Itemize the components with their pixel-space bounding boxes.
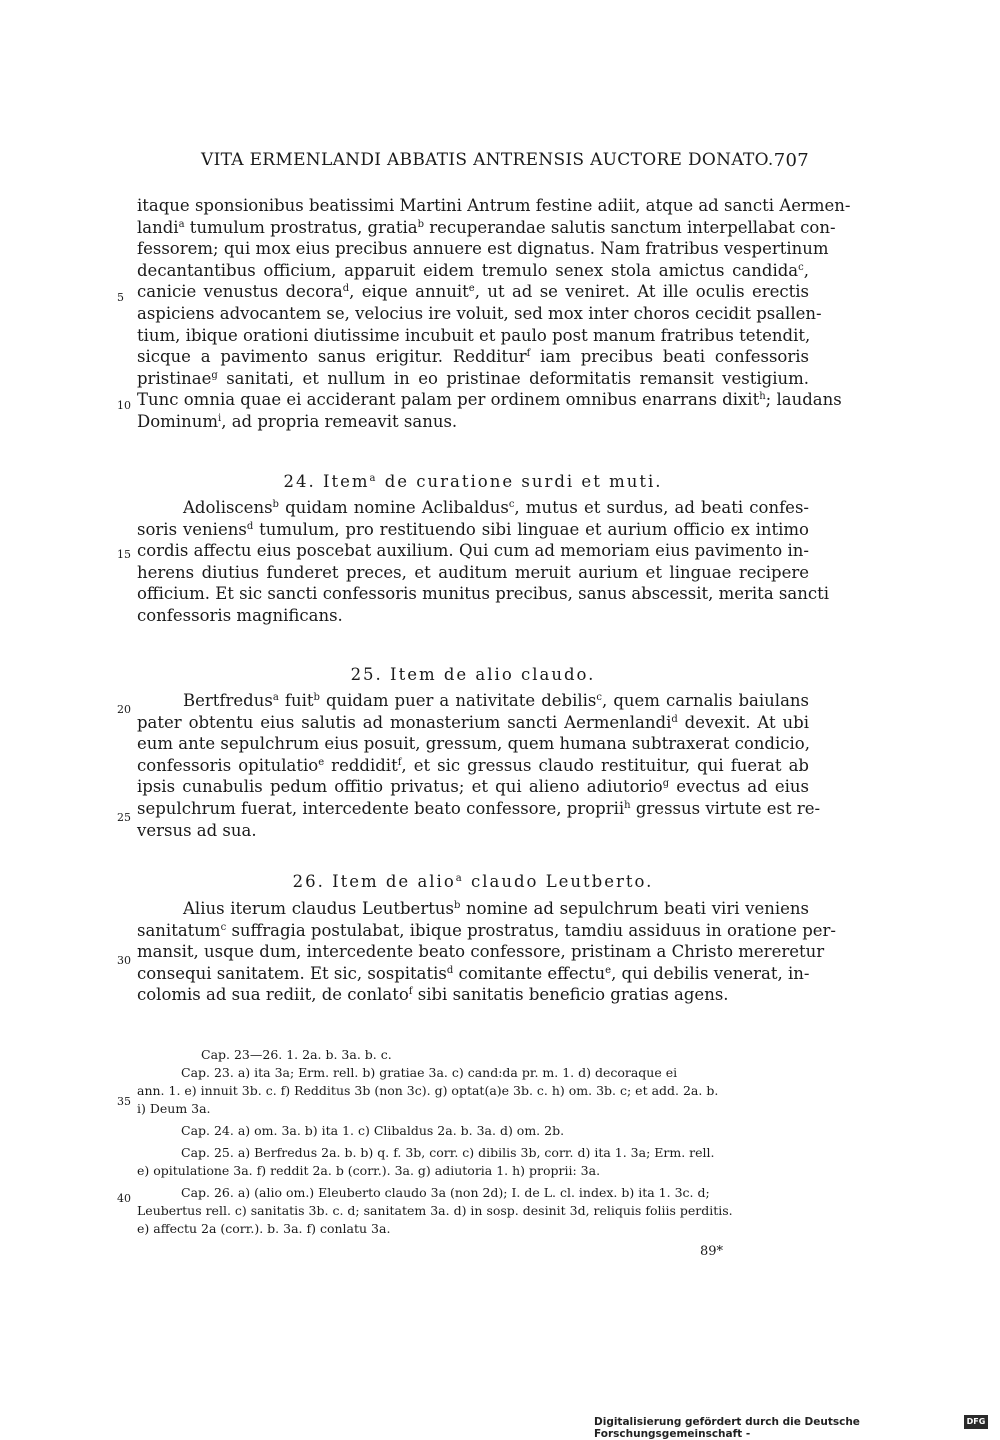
footnote-marker: c xyxy=(220,921,227,933)
footer-text: Digitalisierung gefördert durch die Deutsche Forschungsgemeinschaft - xyxy=(594,1416,860,1440)
text-run: tumulum, pro restituendo sibi linguae et aurium officio ex intimo xyxy=(253,519,809,539)
note-line: ann. 1. e) innuit 3b. c. f) Redditus 3b (non 3c). g) optat(a)e 3b. c. h) om. 3b. c; et add. 2a. b. xyxy=(137,1083,719,1098)
note-line: Leubertus rell. c) sanitatis 3b. c. d; sanitatem 3a. d) in sosp. desinit 3d, reliquis foliis perditis. xyxy=(137,1203,733,1218)
note-line: Cap. 23—26. 1. 2a. b. 3a. b. c. xyxy=(201,1047,392,1062)
text-run: claudo Leutberto. xyxy=(463,872,654,891)
text-line xyxy=(137,776,809,798)
text-line xyxy=(137,325,809,347)
footnote-marker: a xyxy=(272,692,279,703)
line-number: 20 xyxy=(117,703,131,716)
text-run: sicque a pavimento sanus erigitur. Redditur xyxy=(137,347,527,367)
running-title: VITA ERMENLANDI ABBATIS ANTRENSIS AUCTORE DONATO. xyxy=(201,150,774,170)
text-run: , et sic gressus claudo restituitur, qui fuerat ab xyxy=(401,755,809,775)
line-number: 40 xyxy=(117,1192,131,1205)
text-run: sanitatum xyxy=(137,920,221,940)
line-number: 30 xyxy=(117,954,131,967)
footnote-marker: e xyxy=(605,964,612,976)
line-number: 25 xyxy=(117,811,131,824)
paragraph-cap-23 xyxy=(137,195,851,433)
text-run: recuperandae salutis sanctum interpellabat con- xyxy=(424,217,836,237)
footnote-marker: b xyxy=(417,218,424,230)
note-line: Cap. 24. a) om. 3a. b) ita 1. c) Clibaldus 2a. b. 3a. d) om. 2b. xyxy=(181,1123,565,1138)
text-line xyxy=(137,195,851,217)
text-run: devexit. At ubi xyxy=(677,712,810,732)
footnote-marker: a xyxy=(369,473,378,484)
text-line xyxy=(137,583,829,605)
footnote-marker: d xyxy=(342,283,350,295)
text-run: de curatione surdi et muti. xyxy=(377,472,663,491)
paragraph-cap-25 xyxy=(137,690,821,841)
footnote-marker: a xyxy=(455,873,464,884)
text-run: , quem carnalis baiulans xyxy=(602,691,809,710)
text-run: , ad propria remeavit sanus. xyxy=(221,411,458,431)
text-run: 24. Item xyxy=(283,472,370,491)
note-line: Cap. 25. a) Berfredus 2a. b. b) q. f. 3b, corr. c) dibilis 3b, corr. d) ita 1. 3a; Erm. rell. xyxy=(181,1145,715,1160)
text-run: consequi sanitatem. Et sic, sospitatis xyxy=(137,963,447,983)
text-run: 25. Item de alio claudo. xyxy=(350,665,596,684)
running-header xyxy=(137,150,809,176)
text-line xyxy=(137,238,829,260)
footnote-marker: f xyxy=(526,348,531,360)
text-run: quidam puer a nativitate debilis xyxy=(319,691,597,710)
text-line xyxy=(137,820,809,842)
text-run: itaque sponsionibus beatissimi Martini Antrum festine adiit, atque ad sancti Aermen- xyxy=(137,196,851,215)
text-run: eum ante sepulchrum eius posuit, gressum, quem humana subtraxerat condicio, xyxy=(137,734,810,754)
footnote-marker: c xyxy=(596,692,603,703)
text-run: herens diutius funderet preces, et auditum meruit aurium et linguae recipere xyxy=(137,562,809,582)
text-run: aspiciens advocantem se, velocius ire voluit, sed mox inter choros cecidit psallen- xyxy=(137,303,822,323)
footnote-marker: f xyxy=(397,756,402,768)
text-run: comitante effectu xyxy=(453,963,606,983)
text-line xyxy=(137,898,809,920)
text-line xyxy=(137,389,842,411)
text-line xyxy=(137,217,836,239)
text-run: colomis ad sua rediit, de conlato xyxy=(137,985,409,1005)
text-run: versus ad sua. xyxy=(137,820,257,840)
note-line: e) opitulatione 3a. f) reddit 2a. b (corr.). 3a. g) adiutoria 1. h) proprii: 3a. xyxy=(137,1163,601,1178)
text-run: Tunc omnia quae ei acciderant palam per ordinem omnibus enarrans dixit xyxy=(137,390,760,410)
note-line: i) Deum 3a. xyxy=(137,1101,211,1116)
text-run: confessoris opitulatio xyxy=(137,755,319,775)
text-line xyxy=(137,941,825,963)
signature-mark: 89* xyxy=(700,1244,724,1259)
text-line xyxy=(137,346,809,368)
footnote-marker: a xyxy=(178,218,185,230)
text-run: 26. Item de alio xyxy=(292,872,456,891)
line-number: 10 xyxy=(117,399,131,412)
line-number: 5 xyxy=(117,291,124,304)
text-line xyxy=(137,605,809,627)
text-run: decantantibus officium, apparuit eidem tremulo senex stola amictus candida xyxy=(137,260,799,280)
heading-cap-26 xyxy=(137,872,809,891)
text-line xyxy=(137,497,809,519)
text-line xyxy=(137,411,809,433)
text-run: Alius iterum claudus Leutbertus xyxy=(183,899,454,918)
text-line xyxy=(137,368,809,390)
line-number: 15 xyxy=(117,548,131,561)
page-number: 707 xyxy=(773,150,809,171)
text-run: tium, ibique orationi diutissime incubuit et paulo post manum fratribus tetendit, xyxy=(137,325,811,345)
text-run: mansit, usque dum, intercedente beato confessore, pristinam a Christo mereretur xyxy=(137,942,825,962)
footnote-marker: h xyxy=(624,799,631,811)
text-run: , ut ad se veniret. At ille oculis erectis xyxy=(474,282,810,302)
text-line xyxy=(137,920,836,942)
dfg-logo: DFG xyxy=(964,1415,988,1429)
text-run: soris veniens xyxy=(137,519,247,539)
text-run: confessoris magnificans. xyxy=(137,605,343,625)
text-run: tumulum prostratus, gratia xyxy=(184,217,418,237)
text-run: cordis affectu eius poscebat auxilium. Qui cum ad memoriam eius pavimento in- xyxy=(137,541,809,561)
text-line xyxy=(137,755,809,777)
text-run: sepulchrum fuerat, intercedente beato confessore, proprii xyxy=(137,798,625,818)
text-run: reddidit xyxy=(324,755,398,775)
footnote-marker: e xyxy=(468,283,475,295)
footnote-marker: d xyxy=(446,964,454,976)
paragraph-cap-24 xyxy=(137,497,829,627)
text-run: , qui debilis venerat, in- xyxy=(611,963,810,983)
text-line xyxy=(137,963,809,985)
note-line: Cap. 23. a) ita 3a; Erm. rell. b) gratiae 3a. c) cand:da pr. m. 1. d) decoraque ei xyxy=(181,1065,678,1080)
text-line xyxy=(137,540,809,562)
text-run: , mutus et surdus, ad beati confes- xyxy=(514,498,809,517)
footnote-marker: d xyxy=(246,520,254,532)
text-run: canicie venustus decora xyxy=(137,282,343,302)
text-run: pater obtentu eius salutis ad monasterium sancti Aermenlandi xyxy=(137,712,672,732)
footnote-marker: f xyxy=(408,986,413,998)
text-run: Adoliscens xyxy=(183,498,273,517)
text-run: ipsis cunabulis pedum offitio privatus; et qui alieno adiutorio xyxy=(137,777,663,797)
note-line: e) affectu 2a (corr.). b. 3a. f) conlatu 3a. xyxy=(137,1221,391,1236)
footnote-marker: c xyxy=(508,499,515,510)
text-run: ; laudans xyxy=(765,390,842,410)
text-run: pristinae xyxy=(137,368,212,388)
footnote-marker: g xyxy=(662,778,670,790)
text-run: fessorem; qui mox eius precibus annuere est dignatus. Nam fratribus vespertinum xyxy=(137,239,829,259)
text-run: evectus ad eius xyxy=(669,777,810,797)
apparatus-notes xyxy=(137,1046,809,1238)
text-run: nomine ad sepulchrum beati viri veniens xyxy=(460,899,809,918)
text-line xyxy=(137,733,809,755)
heading-cap-24 xyxy=(137,472,809,491)
footnote-marker: b xyxy=(272,499,279,510)
text-line xyxy=(137,690,809,712)
footnote-marker: c xyxy=(798,261,804,273)
paragraph-cap-26 xyxy=(137,898,836,1006)
text-line xyxy=(137,798,821,820)
text-run: quidam nomine Aclibaldus xyxy=(278,498,509,517)
text-line xyxy=(137,260,809,282)
text-run: Dominum xyxy=(137,411,218,431)
text-line xyxy=(137,303,822,325)
text-run: gressus virtute est re- xyxy=(630,798,821,818)
text-run: suffragia postulabat, ibique prostratus, tamdiu assiduus in oratione per- xyxy=(226,920,836,940)
line-number: 35 xyxy=(117,1095,131,1108)
text-line xyxy=(137,519,809,541)
footnote-marker: e xyxy=(318,756,325,768)
heading-cap-25 xyxy=(137,665,809,684)
text-line xyxy=(137,281,809,303)
footnote-marker: i xyxy=(218,412,222,424)
note-line: Cap. 26. a) (alio om.) Eleuberto claudo 3a (non 2d); I. de L. cl. index. b) ita 1. 3c. d; xyxy=(181,1185,710,1200)
text-run: landi xyxy=(137,217,179,237)
text-run: iam precibus beati confessoris xyxy=(530,347,809,367)
text-run: , eique annuit xyxy=(349,282,469,302)
digitization-footer xyxy=(594,1415,990,1440)
footnote-marker: b xyxy=(313,692,320,703)
text-run: , xyxy=(803,260,809,280)
text-run: officium. Et sic sancti confessoris munitus precibus, sanus abscessit, merita sancti xyxy=(137,584,829,604)
text-line xyxy=(137,984,809,1006)
footnote-marker: h xyxy=(759,391,766,403)
footnote-marker: g xyxy=(211,369,218,381)
footnote-marker: b xyxy=(453,900,461,911)
text-line xyxy=(137,712,809,734)
text-line xyxy=(137,562,809,584)
text-run: sanitati, et nullum in eo pristinae deformitatis remansit vestigium. xyxy=(217,368,809,388)
text-run: sibi sanitatis beneficio gratias agens. xyxy=(412,985,729,1005)
text-run: fuit xyxy=(278,691,314,710)
text-run: Bertfredus xyxy=(183,691,273,710)
footnote-marker: d xyxy=(671,713,678,725)
